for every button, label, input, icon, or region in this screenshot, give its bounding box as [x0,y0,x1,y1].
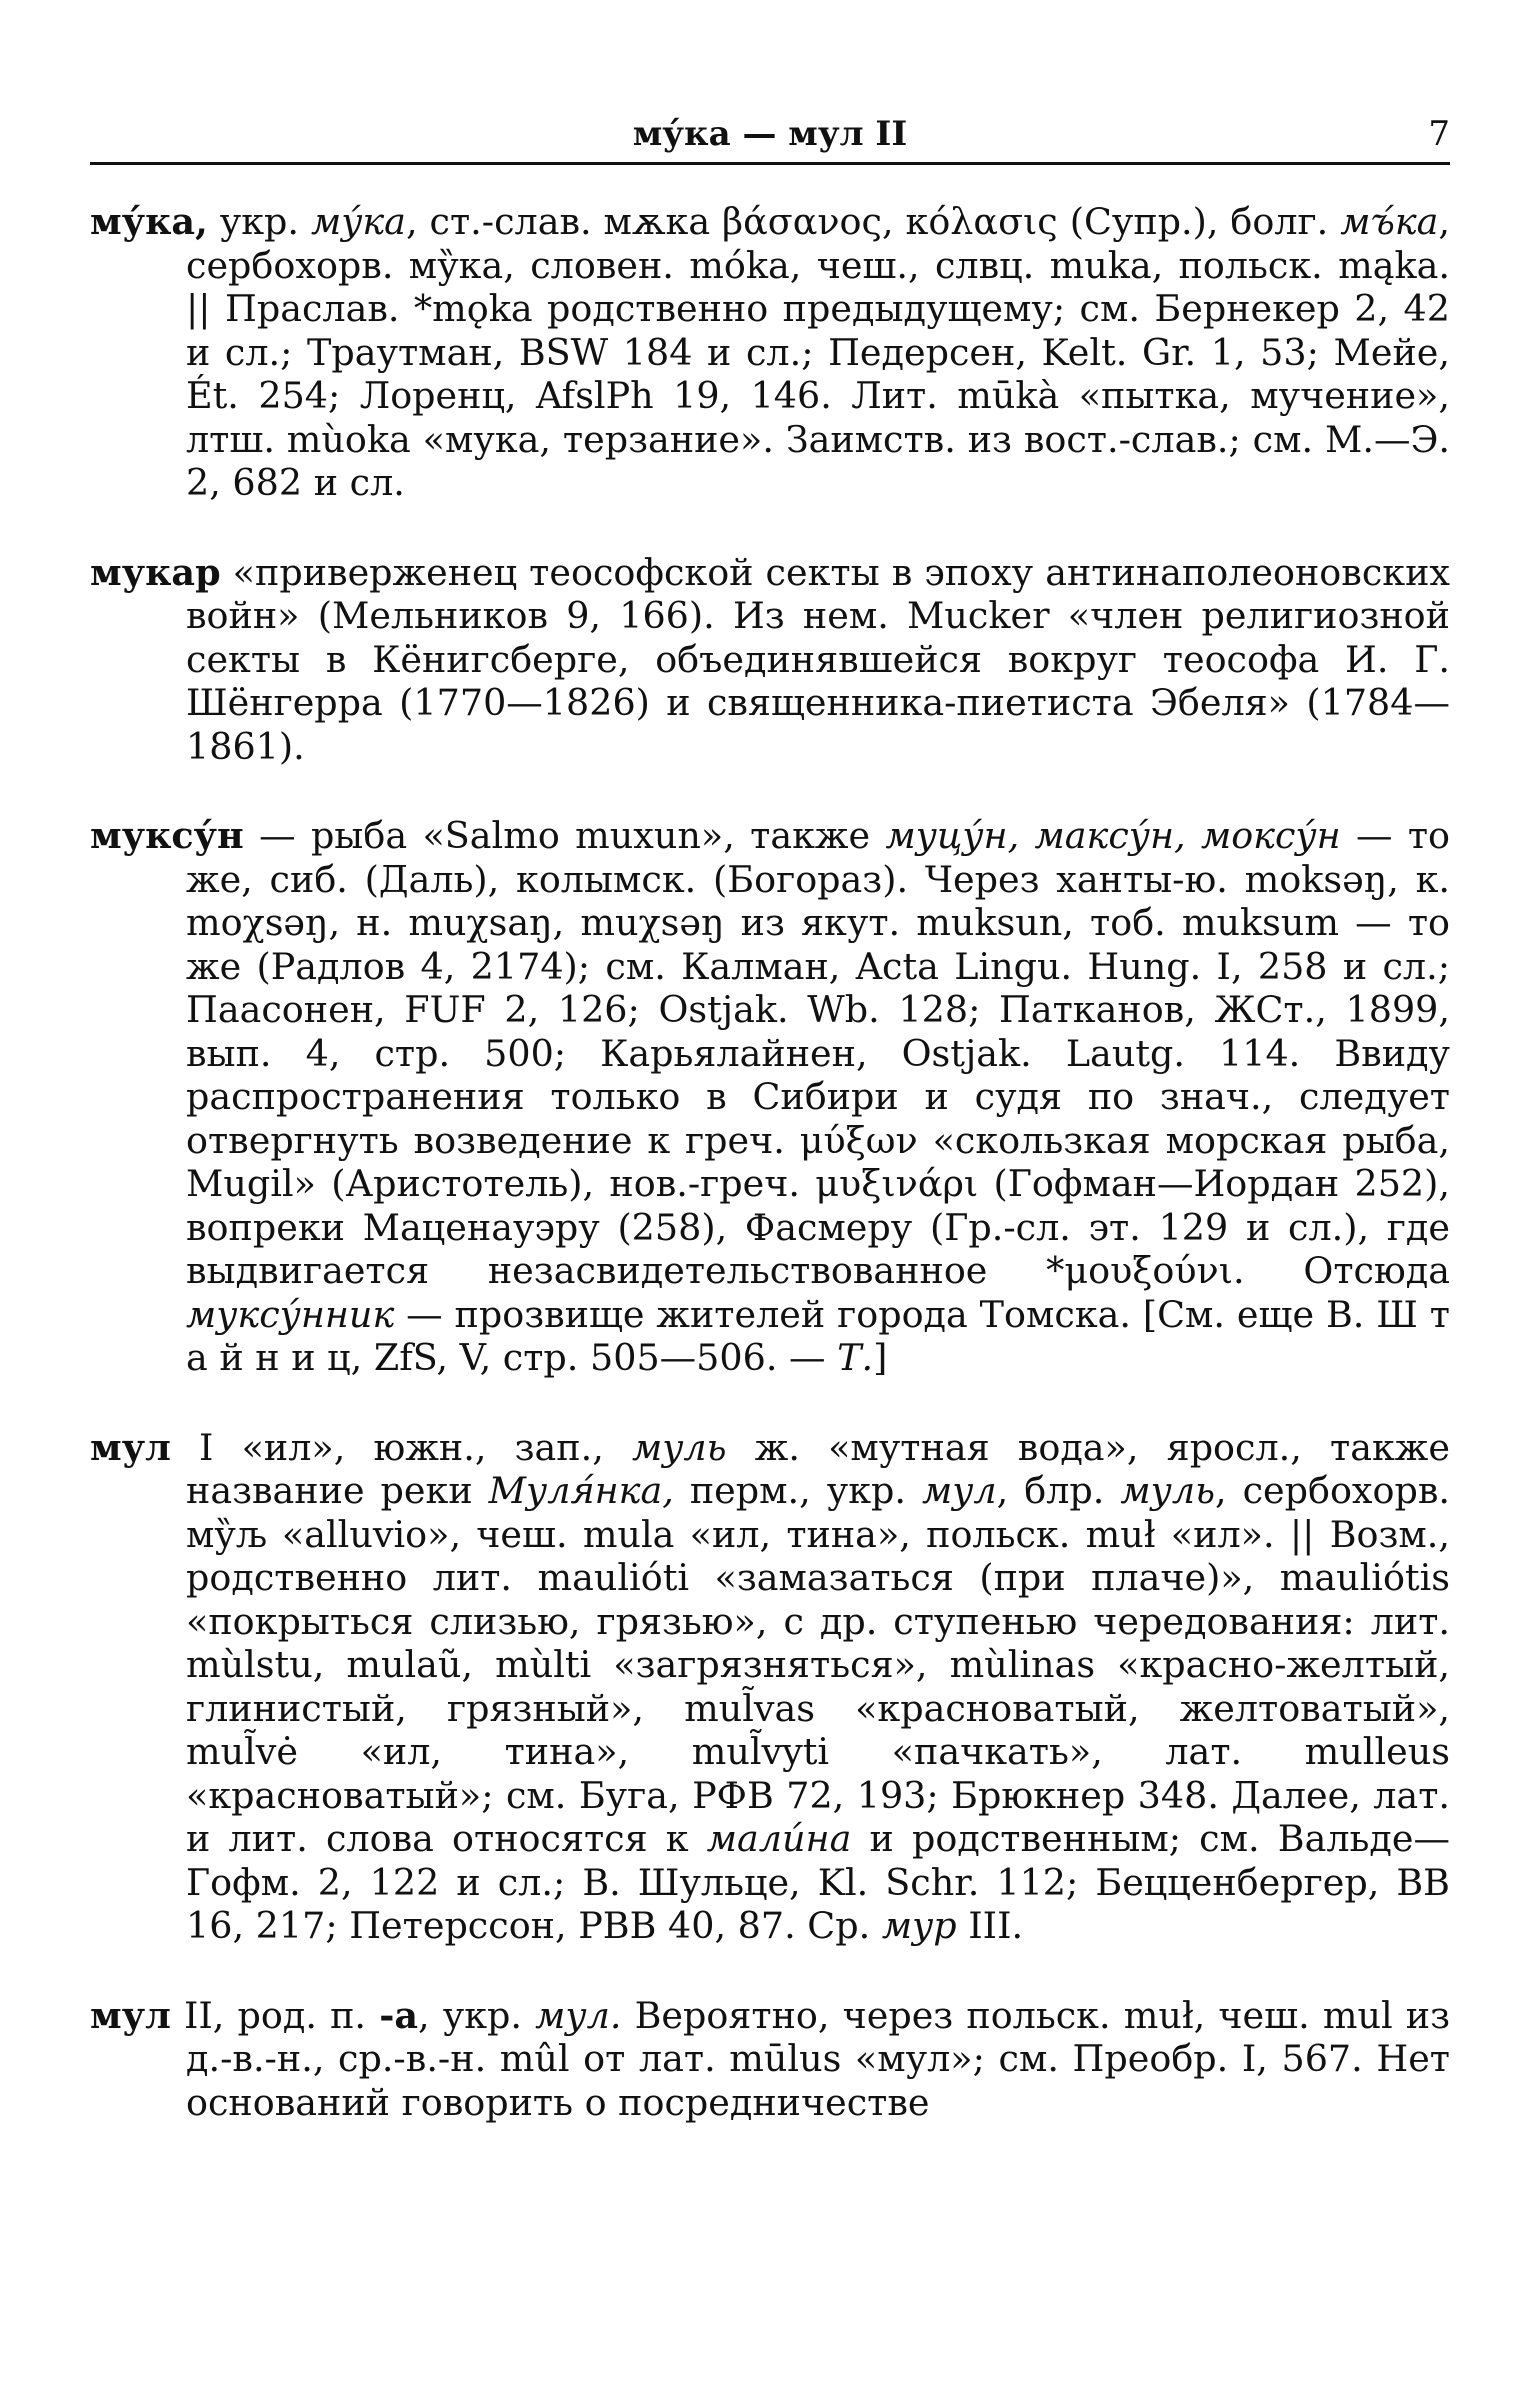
italic-segment: мъ́ка [1340,200,1439,243]
italic-segment: мур [881,1904,957,1947]
text-segment: укр. [207,200,311,243]
text-segment: II, род. п. [170,1993,380,2037]
italic-segment: муксу́нник [186,1292,395,1336]
italic-segment: мул [921,1469,997,1512]
entry-headword: мукар [90,550,221,594]
text-segment: , укр. [418,1993,536,2037]
entry-body [186,814,1450,1379]
text-segment: , сербохорв. му̏љ «alluvio», чеш. mula «ил, тина», польск. muł «ил». || Возм., родственно лит. maulióti «замазаться (при плаче)», mauliótis «покрыться слизью, грязью», с др. ступенью чередования: лит. mùlstu, mulaũ, mùlti «загрязняться», mùlinas «красно-желтый, глинистый, грязный», mul̃vas «красноватый, желтоватый», mul̃vė «ил, тина», mul̃vyti «пачкать», лат. mulleus «красноватый»; см. Буга, РФВ 72, 193; Брюкнер 348. Далее, лат. и лит. слова относятся к [186,1469,1451,1860]
entry-body [186,200,1450,504]
text-segment: «приверженец теософской секты в эпоху антинаполеоновских войн» (Мельников 9, 166). Из нем. Mucker «член религиозной секты в Кёнигсберге, объединявшейся вокруг теософа И. Г. Шёнгерра (1770—1826) и священника-пиетиста Эбеля» (1784—1861). [186,550,1450,768]
italic-segment: му́ка [310,200,406,243]
italic-segment: муцу́н, максу́н, моксу́н [885,814,1341,857]
italic-segment: мали́на [706,1817,852,1860]
dictionary-entry [90,551,1450,769]
text-segment: , ст.-слав. мѫка βάσανος, κόλασις (Супр.), болг. [405,200,1341,243]
italic-segment: мул. [535,1993,622,2037]
page-number: 7 [1428,114,1450,154]
text-segment: ж. «мутная вода», яросл., также название реки [186,1425,1450,1512]
entry-body [186,551,1450,768]
running-title: му́ка — мул II [632,114,908,154]
entry-headword: мул [90,1993,171,2037]
entry-headword: му́ка, [90,200,208,243]
text-segment: — рыба «Salmo muxun», также [243,814,886,857]
bold-segment: -а [379,1993,418,2037]
dictionary-entry [90,1426,1450,1948]
italic-segment: муль [1120,1469,1215,1512]
text-segment: — прозвище жителей города Томска. [См. еще В. Ш т а й н и ц, ZfS, V, стр. 505—506. — [186,1292,1450,1379]
text-segment: — то же, сиб. (Даль), колымск. (Богораз). Через ханты-ю. moksəŋ, к. moχsəŋ, н. muχsaŋ, muχsəŋ из якут. muksun, тоб. muksum — то же (Радлов 4, 2174); см. Калман, Acta Lingu. Hung. I, 258 и сл.; Паасонен, FUF 2, 126; Ostjak. Wb. 128; Патканов, ЖСт., 1899, вып. 4, стр. 500; Карьялайнен, Ostjak. Lautg. 114. Ввиду распространения только в Сибири и судя по знач., следует отвергнуть возведение к греч. μύξων «скользкая морская рыба, Mugil» (Аристотель), нов.-греч. μυξινάρι (Гофман—Иордан 252), вопреки Маценауэру (258), Фасмеру (Гр.-сл. эт. 129 и сл.), где выдвигается незасвидетельствованное *μουξούνι. Отсюда [186,814,1451,1292]
text-segment: и родственным; см. Вальде—Гофм. 2, 122 и сл.; В. Шульце, Kl. Schr. 112; Бецценбергер, BB 16, 217; Петерссон, PBB 40, 87. Ср. [186,1817,1450,1947]
entry-headword: муксу́н [90,814,244,857]
entry-body [171,1994,1450,2124]
entries-list [90,200,1450,2124]
italic-segment: Муля́нка, [488,1469,674,1512]
text-segment: перм., укр. [673,1469,922,1512]
text-segment: Вероятно, через польск. muł, чеш. mul из д.-в.-н., ср.-в.-н. mûl от лат. mūlus «мул»; см. Преобр. I, 567. Нет оснований говорить о посредничестве [186,1993,1451,2124]
text-segment: , сербохорв. му̏ка, словен. mо́ka, чеш., слвц. muka, польск. mąka. || Праслав. *mǫka родственно предыдущему; см. Бернекер 2, 42 и сл.; Траутман, BSW 184 и сл.; Педерсен, Kelt. Gr. 1, 53; Мейе, Ét. 254; Лоренц, AfslPh 19, 146. Лит. mūkà «пытка, мучение», лтш. mùoka «мука, терзание». Заимств. из вост.-слав.; см. М.—Э. 2, 682 и сл. [186,200,1450,504]
text-segment: , блр. [996,1469,1121,1512]
page-header [90,110,1450,165]
entry-body [171,1426,1450,1948]
text-segment: III. [956,1904,1024,1947]
dictionary-page [90,0,1450,2406]
text-segment: ] [873,1336,888,1379]
text-segment: I «ил», южн., зап., [170,1425,632,1469]
entry-headword: мул [90,1425,171,1469]
dictionary-entry [90,814,1450,1380]
dictionary-entry [90,1994,1450,2125]
italic-segment: Т. [837,1336,874,1379]
italic-segment: муль [632,1425,727,1469]
dictionary-entry [90,200,1450,505]
